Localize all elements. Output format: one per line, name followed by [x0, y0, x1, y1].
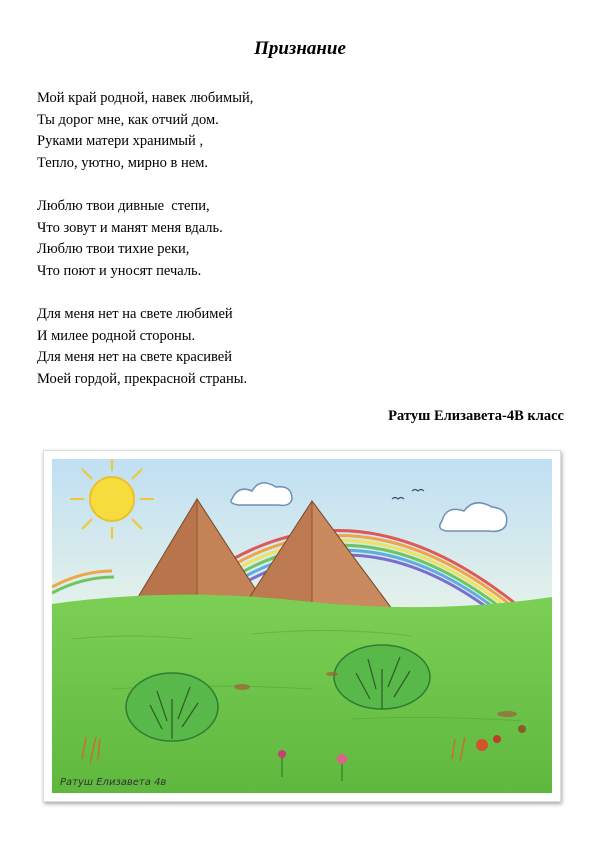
poem — [37, 88, 253, 412]
landscape-illustration — [52, 459, 552, 793]
poem-line: Ты дорог мне, как отчий дом. — [37, 111, 219, 128]
poem-line: Моей гордой, прекрасной страны. — [37, 370, 248, 387]
poem-line: Люблю твои дивные степи, — [37, 197, 210, 214]
poem-line: Что поют и уносят печаль. — [37, 262, 202, 279]
drawing-signature: Ратуш Елизавета 4в — [60, 777, 167, 788]
sun-icon — [70, 459, 154, 539]
poem-line: Люблю твои тихие реки, — [37, 241, 190, 258]
poem-line: Руками матери хранимый , — [37, 133, 204, 150]
poem-line: Для меня нет на свете красивей — [37, 349, 232, 366]
stanza-3 — [37, 304, 253, 390]
child-drawing — [43, 450, 561, 802]
stanza-2 — [37, 196, 253, 282]
poem-line: Мой край родной, навек любимый, — [37, 90, 254, 106]
bush-icon — [334, 645, 430, 709]
poem-line: Что зовут и манят меня вдаль. — [37, 219, 223, 236]
bush-icon — [126, 673, 218, 741]
poem-line: Для меня нет на свете любимей — [37, 305, 233, 322]
stanza-1 — [37, 88, 253, 174]
poem-line: И милее родной стороны. — [37, 327, 196, 344]
page-title: Признание — [254, 38, 346, 59]
grass-field — [52, 595, 552, 793]
poem-line: Тепло, уютно, мирно в нем. — [37, 154, 209, 171]
author-credit: Ратуш Елизавета-4В класс — [388, 408, 564, 424]
